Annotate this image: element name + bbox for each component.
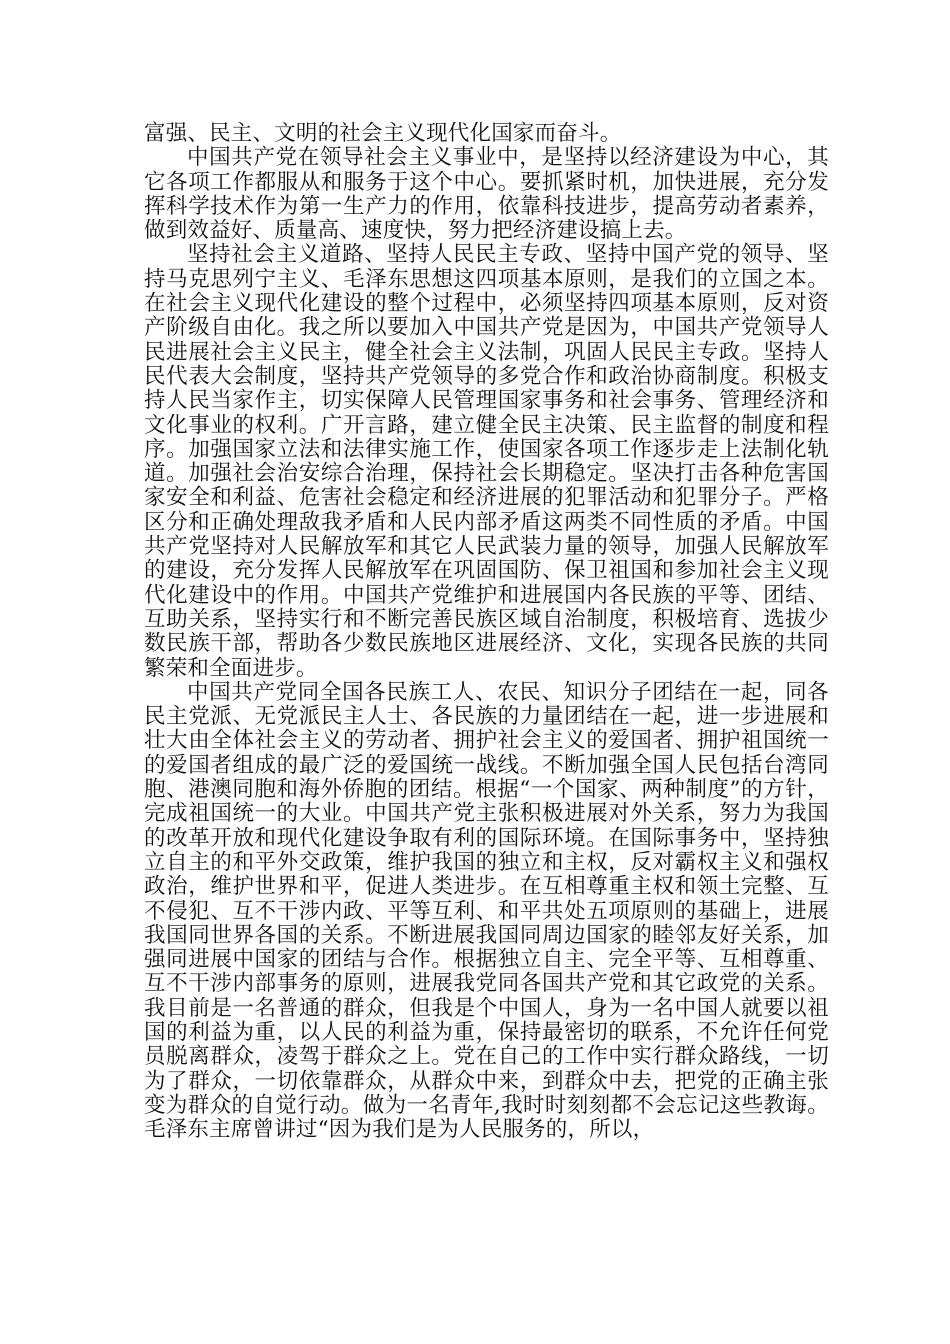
- paragraph-four-principles: 坚持社会主义道路、坚持人民民主专政、坚持中国产党的领导、坚持马克思列宁主义、毛泽东思想这四项基本原则，是我们的立国之本。在社会主义现代化建设的整个过程中，必须坚持四项基本原则，反对资产阶级自由化。我之所以要加入中国共产党是因为，中国共产党领导人民进展社会主义民主，健全社会主义法制，巩固人民民主专政。坚持人民代表大会制度，坚持共产党领导的多党合作和政治协商制度。积极支持人民当家作主，切实保障人民管理国家事务和社会事务、管理经济和文化事业的权利。广开言路，建立健全民主决策、民主监督的制度和程序。加强国家立法和法律实施工作，使国家各项工作逐步走上法制化轨道。加强社会治安综合治理，保持社会长期稳定。坚决打击各种危害国家安全和利益、危害社会稳定和经济进展的犯罪活动和犯罪分子。严格区分和正确处理敌我矛盾和人民内部矛盾这两类不同性质的矛盾。中国共产党坚持对人民解放军和其它人民武装力量的领导，加强人民解放军的建设，充分发挥人民解放军在巩固国防、保卫祖国和参加社会主义现代化建设中的作用。中国共产党维护和进展国内各民族的平等、团结、互助关系，坚持实行和不断完善民族区域自治制度，积极培育、选拔少数民族干部，帮助各少数民族地区进展经济、文化，实现各民族的共同繁荣和全面进步。: [144, 242, 829, 681]
- document-body: [144, 122, 829, 1142]
- paragraph-continuation: 富强、民主、文明的社会主义现代化国家而奋斗。: [144, 121, 622, 146]
- paragraph-united-front: 中国共产党同全国各民族工人、农民、知识分子团结在一起，同各民主党派、无党派民主人士、各民族的力量团结在一起，进一步进展和壮大由全体社会主义的劳动者、拥护社会主义的爱国者、拥护祖国统一的爱国者组成的最广泛的爱国统一战线。不断加强全国人民包括台湾同胞、港澳同胞和海外侨胞的团结。根据“一个国家、两种制度”的方针，完成祖国统一的大业。中国共产党主张积极进展对外关系，努力为我国的改革开放和现代化建设争取有利的国际环境。在国际事务中，坚持独立自主的和平外交政策，维护我国的独立和主权，反对霸权主义和强权政治，维护世界和平，促进人类进步。在互相尊重主权和领土完整、互不侵犯、互不干涉内政、平等互利、和平共处五项原则的基础上，进展我国同世界各国的关系。不断进展我国同周边国家的睦邻友好关系，加强同进展中国家的团结与合作。根据独立自主、完全平等、互相尊重、互不干涉内部事务的原则，进展我党同各国共产党和其它政党的关系。我目前是一名普通的群众，但我是个中国人，身为一名中国人就要以祖国的利益为重，以人民的利益为重，保持最密切的联系，不允许任何党员脱离群众，凌驾于群众之上。党在自己的工作中实行群众路线，一切为了群众，一切依靠群众，从群众中来，到群众中去，把党的正确主张变为群众的自觉行动。做为一名青年,我时时刻刻都不会忘记这些教诲。毛泽东主席曾讲过“因为我们是为人民服务的，所以，: [144, 679, 829, 1143]
- paragraph-economic-construction: 中国共产党在领导社会主义事业中，是坚持以经济建设为中心，其它各项工作都服从和服务于这个中心。要抓紧时机，加快进展，充分发挥科学技术作为第一生产力的作用，依靠科技进步，提高劳动者素养，做到效益好、质量高、速度快，努力把经济建设搞上去。: [144, 145, 829, 244]
